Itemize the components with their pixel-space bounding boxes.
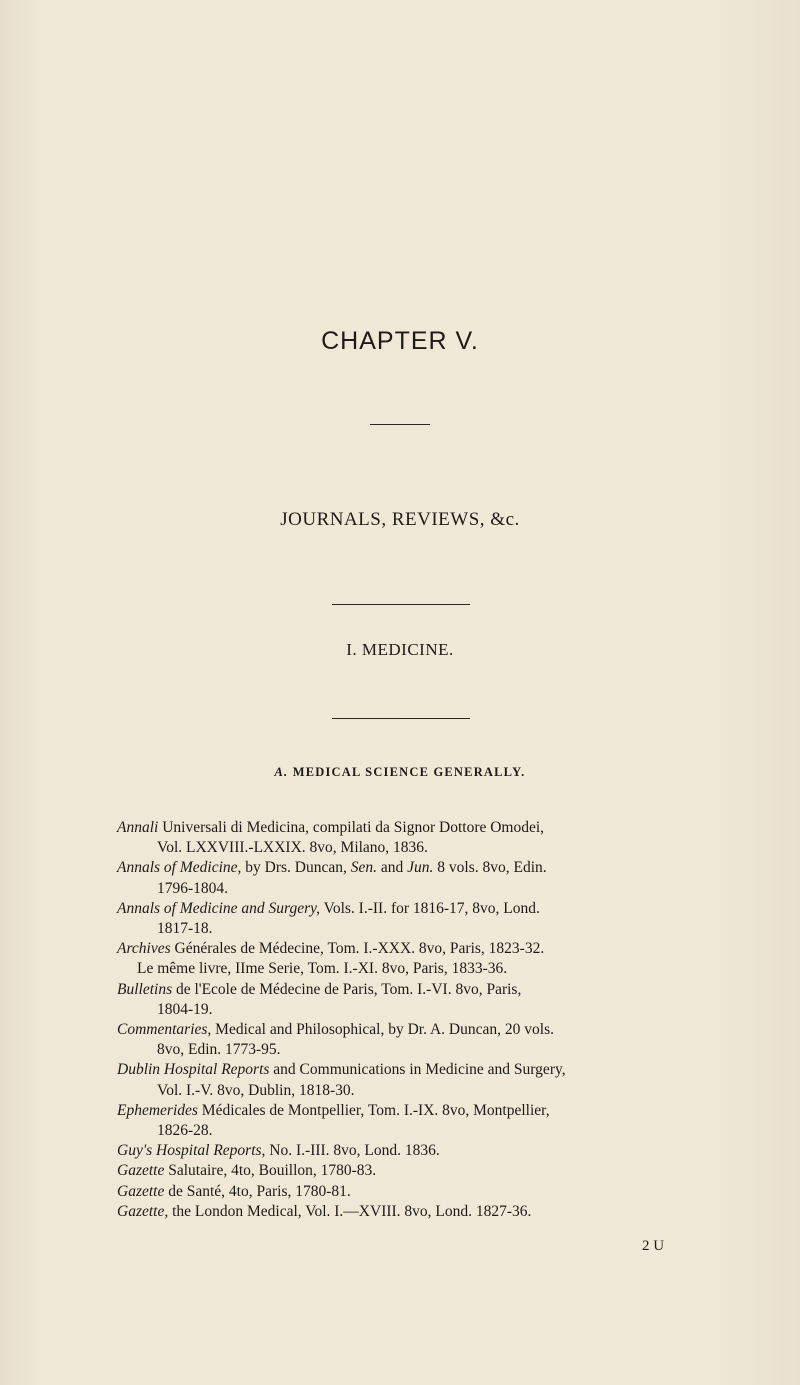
chapter-title: CHAPTER V. bbox=[321, 327, 479, 355]
list-item bbox=[117, 1182, 697, 1202]
entry-text: Salutaire, 4to, Bouillon, 1780-83. bbox=[164, 1162, 377, 1180]
divider-rule bbox=[332, 604, 470, 605]
entry-text: Générales de Médecine, Tom. I.-XXX. 8vo, Paris, 1823-32. bbox=[170, 940, 545, 958]
category-title: MEDICAL SCIENCE GENERALLY. bbox=[292, 765, 526, 779]
entry-title: Ephemerides bbox=[117, 1101, 198, 1119]
list-item bbox=[117, 1141, 697, 1161]
list-item bbox=[117, 1161, 697, 1181]
entry-title: Annals of Medicine and Surgery, bbox=[117, 899, 321, 917]
list-item bbox=[117, 939, 697, 959]
bibliography-list bbox=[117, 818, 697, 1222]
entry-title: Annals of Medicine, bbox=[117, 859, 242, 877]
entry-title: Dublin Hospital Reports bbox=[117, 1061, 270, 1079]
entry-text: Vols. I.-II. for 1816-17, 8vo, Lond. bbox=[320, 899, 540, 917]
section-heading: JOURNALS, REVIEWS, &c. bbox=[280, 509, 520, 530]
entry-title: Gazette, bbox=[117, 1202, 169, 1220]
entry-text: Médicales de Montpellier, Tom. I.-IX. 8vo, Montpellier, bbox=[197, 1101, 550, 1119]
entry-continuation: 1826-28. bbox=[157, 1122, 213, 1140]
entry-text: Le même livre, IIme Serie, Tom. I.-XI. 8vo, Paris, 1833-36. bbox=[137, 960, 508, 978]
list-item bbox=[117, 899, 697, 939]
entry-title: Commentaries, bbox=[117, 1021, 212, 1039]
entry-text: Medical and Philosophical, by Dr. A. Duncan, 20 vols. bbox=[211, 1021, 554, 1039]
entry-text: and bbox=[377, 859, 408, 877]
entry-text: by Drs. Duncan, bbox=[241, 859, 351, 877]
entry-text: de l'Ecole de Médecine de Paris, Tom. I.-VI. 8vo, Paris, bbox=[172, 980, 522, 998]
entry-title: Bulletins bbox=[117, 980, 173, 998]
list-item bbox=[137, 959, 697, 979]
entry-continuation: 8vo, Edin. 1773-95. bbox=[157, 1041, 281, 1059]
entry-text: 8 vols. 8vo, Edin. bbox=[433, 859, 547, 877]
entry-continuation: 1804-19. bbox=[157, 1000, 213, 1018]
list-item bbox=[117, 1020, 697, 1060]
list-item bbox=[117, 1202, 697, 1222]
list-item bbox=[117, 858, 697, 898]
entry-text: and Communications in Medicine and Surgery, bbox=[269, 1061, 566, 1079]
list-item bbox=[117, 818, 697, 858]
list-item bbox=[117, 1101, 697, 1141]
category-heading bbox=[0, 765, 800, 780]
list-item bbox=[117, 1060, 697, 1100]
entry-text: No. I.-III. 8vo, Lond. 1836. bbox=[265, 1142, 440, 1160]
entry-title: Gazette bbox=[117, 1162, 165, 1180]
entry-continuation: 1817-18. bbox=[157, 920, 213, 938]
entry-text: the London Medical, Vol. I.—XVIII. 8vo, Lond. 1827-36. bbox=[168, 1202, 532, 1220]
subsection-heading: I. MEDICINE. bbox=[346, 640, 454, 659]
divider-rule bbox=[370, 424, 430, 425]
entry-title: Archives bbox=[117, 940, 171, 958]
entry-italic: Jun. bbox=[407, 859, 434, 877]
entry-italic: Sen. bbox=[350, 859, 378, 877]
entry-continuation: Vol. LXXVIII.-LXXIX. 8vo, Milano, 1836. bbox=[157, 839, 428, 857]
list-item bbox=[117, 980, 697, 1020]
entry-continuation: Vol. I.-V. 8vo, Dublin, 1818-30. bbox=[157, 1081, 355, 1099]
entry-text: de Santé, 4to, Paris, 1780-81. bbox=[164, 1182, 351, 1200]
divider-rule bbox=[332, 718, 470, 719]
entry-title: Gazette bbox=[117, 1182, 165, 1200]
entry-continuation: 1796-1804. bbox=[157, 879, 229, 897]
entry-title: Annali bbox=[117, 819, 159, 836]
entry-title: Guy's Hospital Reports, bbox=[117, 1142, 266, 1160]
category-letter: A. bbox=[274, 765, 289, 779]
signature-mark: 2 U bbox=[642, 1238, 665, 1254]
entry-text: Universali di Medicina, compilati da Signor Dottore Omodei, bbox=[158, 819, 545, 836]
